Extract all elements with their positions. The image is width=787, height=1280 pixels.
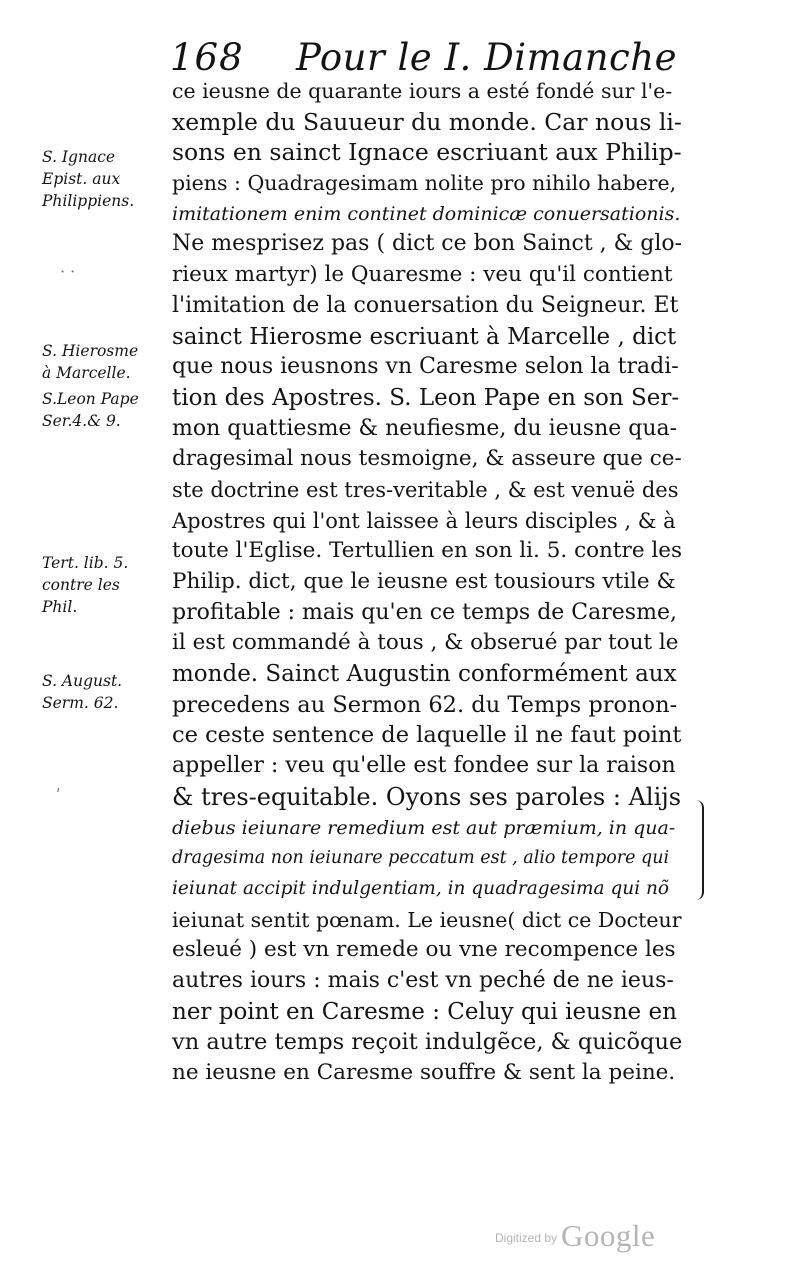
margin-note-line: Ser.4.& 9.	[42, 412, 121, 430]
text-line: Apostres qui l'ont laissee à leurs disciples , & à	[172, 508, 676, 533]
text-line: esleué ) est vn remede ou vne recompence les	[172, 937, 676, 963]
margin-note-line: S.Leon Pape	[42, 390, 139, 408]
text-line: Philip. dict, que le ieusne est tousiours vtile &	[172, 569, 676, 594]
margin-note-line: S. Ignace	[42, 148, 116, 166]
text-line: vn autre temps reçoit indulgẽce, & quicõque	[172, 1029, 683, 1056]
text-line: diebus ieiunare remedium est aut præmium, in qua-	[172, 816, 676, 839]
text-line: Ne mesprisez pas ( dict ce bon Sainct , & glo-	[172, 231, 683, 257]
text-line: dragesima non ieiunare peccatum est , alio tempore qui	[172, 848, 670, 869]
text-line: sainct Hierosme escriuant à Marcelle , dict	[172, 323, 677, 350]
margin-note-line: S. August.	[42, 672, 123, 690]
page-header	[168, 30, 688, 80]
text-line: ieiunat accipit indulgentiam, in quadragesima qui nõ	[172, 877, 670, 899]
margin-note-line: à Marcelle.	[42, 364, 131, 382]
text-line: l'imitation de la conuersation du Seigneur. Et	[172, 292, 679, 318]
text-line: mon quattiesme & neufiesme, du ieusne qua-	[172, 415, 678, 441]
margin-note-tert	[42, 552, 170, 618]
text-line: xemple du Sauueur du monde. Car nous li-	[172, 107, 682, 136]
text-line: il est commandé à tous , & obserué par tout le	[172, 630, 679, 656]
margin-note-line: Serm. 62.	[42, 694, 119, 712]
body-text	[172, 76, 682, 1089]
margin-note-line: Phil.	[42, 598, 78, 616]
margin-note-line: Philippiens.	[42, 192, 135, 210]
ink-mark: ʹ	[56, 786, 61, 805]
text-line: appeller : veu qu'elle est fondee sur la raison	[172, 753, 676, 779]
text-line: ce ieusne de quarante iours a esté fondé sur l'e-	[172, 79, 673, 103]
margin-note-line: Epist. aux	[42, 170, 121, 188]
text-line: autres iours : mais c'est vn peché de ne ieus-	[172, 967, 674, 993]
digitized-watermark	[495, 1218, 655, 1254]
text-line: piens : Quadragesimam nolite pro nihilo habere,	[172, 171, 677, 196]
text-line: toute l'Eglise. Tertullien en son li. 5. contre les	[172, 538, 683, 564]
digitized-prefix: Digitized by	[495, 1231, 558, 1245]
margin-note-ignace	[42, 146, 170, 212]
google-logo: Google	[561, 1218, 656, 1253]
text-line: tion des Apostres. S. Leon Pape en son Ser-	[172, 384, 680, 411]
text-line: ste doctrine est tres-veritable , & est venuë des	[172, 477, 679, 502]
text-line: ner point en Caresme : Celuy qui ieusne en	[172, 998, 677, 1025]
ink-mark: · ·	[60, 262, 76, 281]
text-line: ce ceste sentence de laquelle il ne faut point	[172, 722, 682, 749]
margin-note-august	[42, 670, 170, 714]
text-line: que nous ieusnons vn Caresme selon la tradi-	[172, 354, 679, 380]
page-number: 168	[170, 36, 244, 79]
text-line: & tres-equitable. Oyons ses paroles : Alijs	[172, 782, 682, 811]
running-head: Pour le I. Dimanche	[296, 36, 677, 79]
text-line: monde. Sainct Augustin conformément aux	[172, 661, 677, 688]
text-line: profitable : mais qu'en ce temps de Caresme,	[172, 599, 677, 625]
text-line: dragesimal nous tesmoigne, & asseure que ce-	[172, 446, 682, 472]
quotation-bracket	[688, 800, 704, 900]
margin-note-leon	[42, 388, 170, 432]
text-line: precedens au Sermon 62. du Temps pronon-	[172, 691, 678, 718]
margin-note-line: contre les	[42, 576, 120, 594]
margin-note-hierosme	[42, 340, 170, 384]
text-line: rieux martyr) le Quaresme : veu qu'il contient	[172, 262, 673, 288]
text-line: imitationem enim continet dominicæ conuersationis.	[172, 202, 681, 225]
text-line: ieiunat sentit pœnam. Le ieusne( dict ce Docteur	[172, 907, 682, 932]
text-line: sons en sainct Ignace escriuant aux Philip-	[172, 138, 682, 167]
margin-note-line: S. Hierosme	[42, 342, 139, 360]
margin-note-line: Tert. lib. 5.	[42, 554, 129, 572]
text-line: ne ieusne en Caresme souffre & sent la peine.	[172, 1060, 676, 1085]
